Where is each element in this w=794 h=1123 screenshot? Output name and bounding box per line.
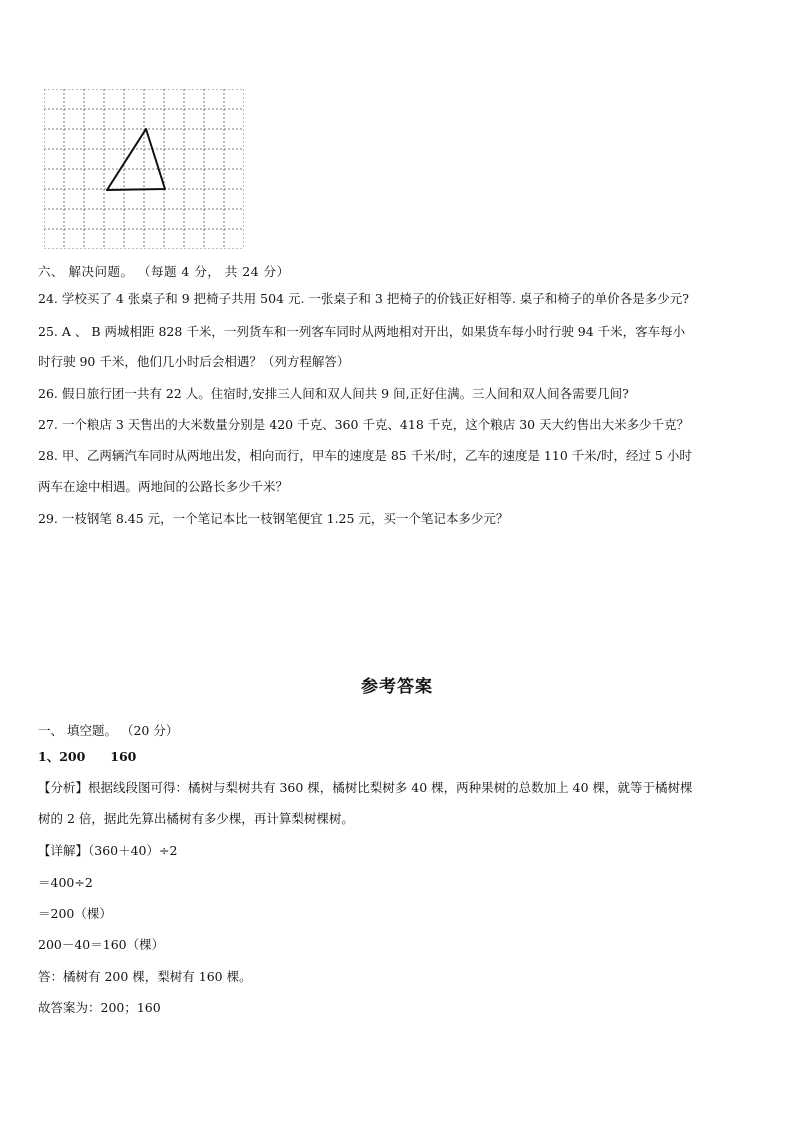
question-25-continuation: 时行驶 90 千米，他们几小时后会相遇？（列方程解答） xyxy=(38,354,350,369)
detail-line-1: 【详解】（360＋40）÷2 xyxy=(38,843,178,858)
question-text: 一个粮店 3 天售出的大米数量分别是 420 千克、360 千克、418 千克，这个粮店 30 天大约售出大米多少千克？ xyxy=(61,417,690,432)
triangle-shape xyxy=(107,129,165,190)
section-title-solve-problems: 六、 解决问题。 （每题 4 分， 共 24 分） xyxy=(38,264,290,279)
question-number: 26. xyxy=(38,386,58,401)
question-text: 学校买了 4 张桌子和 9 把椅子共用 504 元. 一张桌子和 3 把椅子的价钱正好相等. 桌子和椅子的单价各是多少元? xyxy=(61,291,689,306)
question-number: 27. xyxy=(38,417,58,432)
grid-figure xyxy=(44,89,244,249)
answers-title: 参考答案 xyxy=(361,677,433,697)
detail-line-4: 200－40＝160（棵） xyxy=(38,937,165,952)
question-26 xyxy=(38,385,629,403)
question-29 xyxy=(38,510,508,528)
question-25 xyxy=(38,323,685,341)
detail-line-3: ＝200（棵） xyxy=(38,906,112,921)
question-text: 假日旅行团一共有 22 人。住宿时,安排三人间和双人间共 9 间,正好住满。三人间和双人间各需要几间? xyxy=(61,386,629,401)
analysis-line-2: 树的 2 倍，据此先算出橘树有多少棵，再计算梨树棵树。 xyxy=(38,811,354,826)
question-number: 28. xyxy=(38,448,58,463)
detail-line-2: ＝400÷2 xyxy=(38,875,93,890)
question-number: 29. xyxy=(38,511,58,526)
question-text: A 、 B 两城相距 828 千米，一列货车和一列客车同时从两地相对开出，如果货车每小时行驶 94 千米，客车每小 xyxy=(61,324,686,339)
question-text: 一枝钢笔 8.45 元，一个笔记本比一枝钢笔便宜 1.25 元，买一个笔记本多少元？ xyxy=(61,511,509,526)
question-number: 25. xyxy=(38,324,58,339)
question-28 xyxy=(38,447,692,465)
detail-line-5: 答：橘树有 200 棵，梨树有 160 棵。 xyxy=(38,969,252,984)
detail-line-6: 故答案为：200；160 xyxy=(38,1000,161,1015)
answer-item-1: 1、200 160 xyxy=(38,749,137,764)
question-28-continuation: 两车在途中相遇。两地间的公路长多少千米？ xyxy=(38,479,289,494)
question-number: 24. xyxy=(38,291,58,306)
answers-section1-title: 一、 填空题。 （20 分） xyxy=(38,723,179,738)
question-24 xyxy=(38,290,689,308)
question-text: 甲、乙两辆汽车同时从两地出发，相向而行，甲车的速度是 85 千米/时，乙车的速度是 110 千米/时，经过 5 小时 xyxy=(61,448,692,463)
analysis-line-1: 【分析】根据线段图可得：橘树与梨树共有 360 棵，橘树比梨树多 40 棵，两种果树的总数加上 40 棵，就等于橘树棵 xyxy=(38,780,693,795)
question-27 xyxy=(38,416,689,434)
